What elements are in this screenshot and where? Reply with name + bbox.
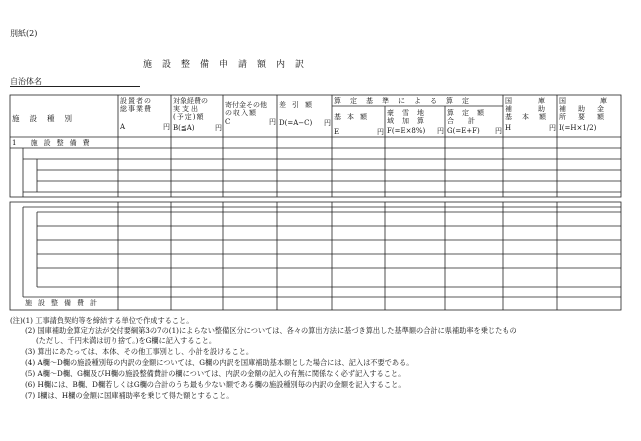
header-col-g: 算定額 合計 G(=E+F) 円 bbox=[447, 109, 502, 135]
entity-name-label: 自治体名 bbox=[10, 77, 42, 86]
note-2: (2) 国庫補助金算定方法が交付要綱第3の7の(1)によらない整備区分については、各々の算出方法に基づき算出した基準額の合計に県補助率を乗じたもの bbox=[25, 326, 517, 335]
section-shisetsu-seibihi: 1 施設整備費 bbox=[12, 139, 96, 147]
note-1: (注)(1) 工事請負契約等を締結する単位で作成すること。 bbox=[10, 316, 194, 325]
note-6: (6) H欄には、B欄、D欄若しくはG欄の合計のうち最も少ない額である欄の施設種別毎の内訳の金額を記入すること。 bbox=[25, 380, 406, 389]
header-col-e: 基本額 E 円 bbox=[334, 113, 384, 136]
header-santei-kijun: 算定基準による算定 bbox=[334, 97, 478, 105]
document-number: 別紙(2) bbox=[10, 29, 38, 38]
header-shisetsu-shubetsu: 施設種別 bbox=[12, 114, 82, 123]
header-col-f: 豪雪地 域加算 F(=E×8%) 円 bbox=[387, 109, 444, 135]
header-col-b: 対象経費の 実支出 (予定)額 B(≦A) 円 bbox=[173, 97, 222, 132]
note-5: (5) A欄～D欄、G欄及びH欄の施設整備費計の欄については、内訳の金額の記入の有無に関係なく必ず記入すること。 bbox=[25, 369, 406, 378]
header-col-i: 国庫 補助金 所要額 I(=H×1/2) bbox=[559, 97, 641, 132]
header-col-d: 差引額 D(=A−C) 円 bbox=[279, 101, 331, 127]
header-col-c: 寄付金その他 の収入額 C 円 bbox=[225, 101, 276, 126]
header-col-a: 設置者の 総事業費 A 円 bbox=[120, 97, 170, 131]
note-7: (7) I欄は、H欄の金額に国庫補助率を乗じて得た額とすること。 bbox=[25, 391, 234, 400]
header-col-h: 国庫 補助 基本額 H 円 bbox=[505, 97, 571, 132]
total-shisetsu-seibihi: 施設整備費計 bbox=[25, 299, 103, 307]
note-3: (3) 算出にあたっては、本体、その他工事別とし、小計を設けること。 bbox=[25, 347, 254, 356]
page-title: 施設整備申請額内訳 bbox=[143, 60, 315, 70]
note-2-cont: (ただし、千円未満は切り捨て。)をG欄に記入すること。 bbox=[36, 336, 217, 345]
note-4: (4) A欄～D欄の施設種別毎の内訳の金額については、G欄の内訳を国庫補助基本額とした場合には、記入は不要である。 bbox=[25, 358, 414, 367]
